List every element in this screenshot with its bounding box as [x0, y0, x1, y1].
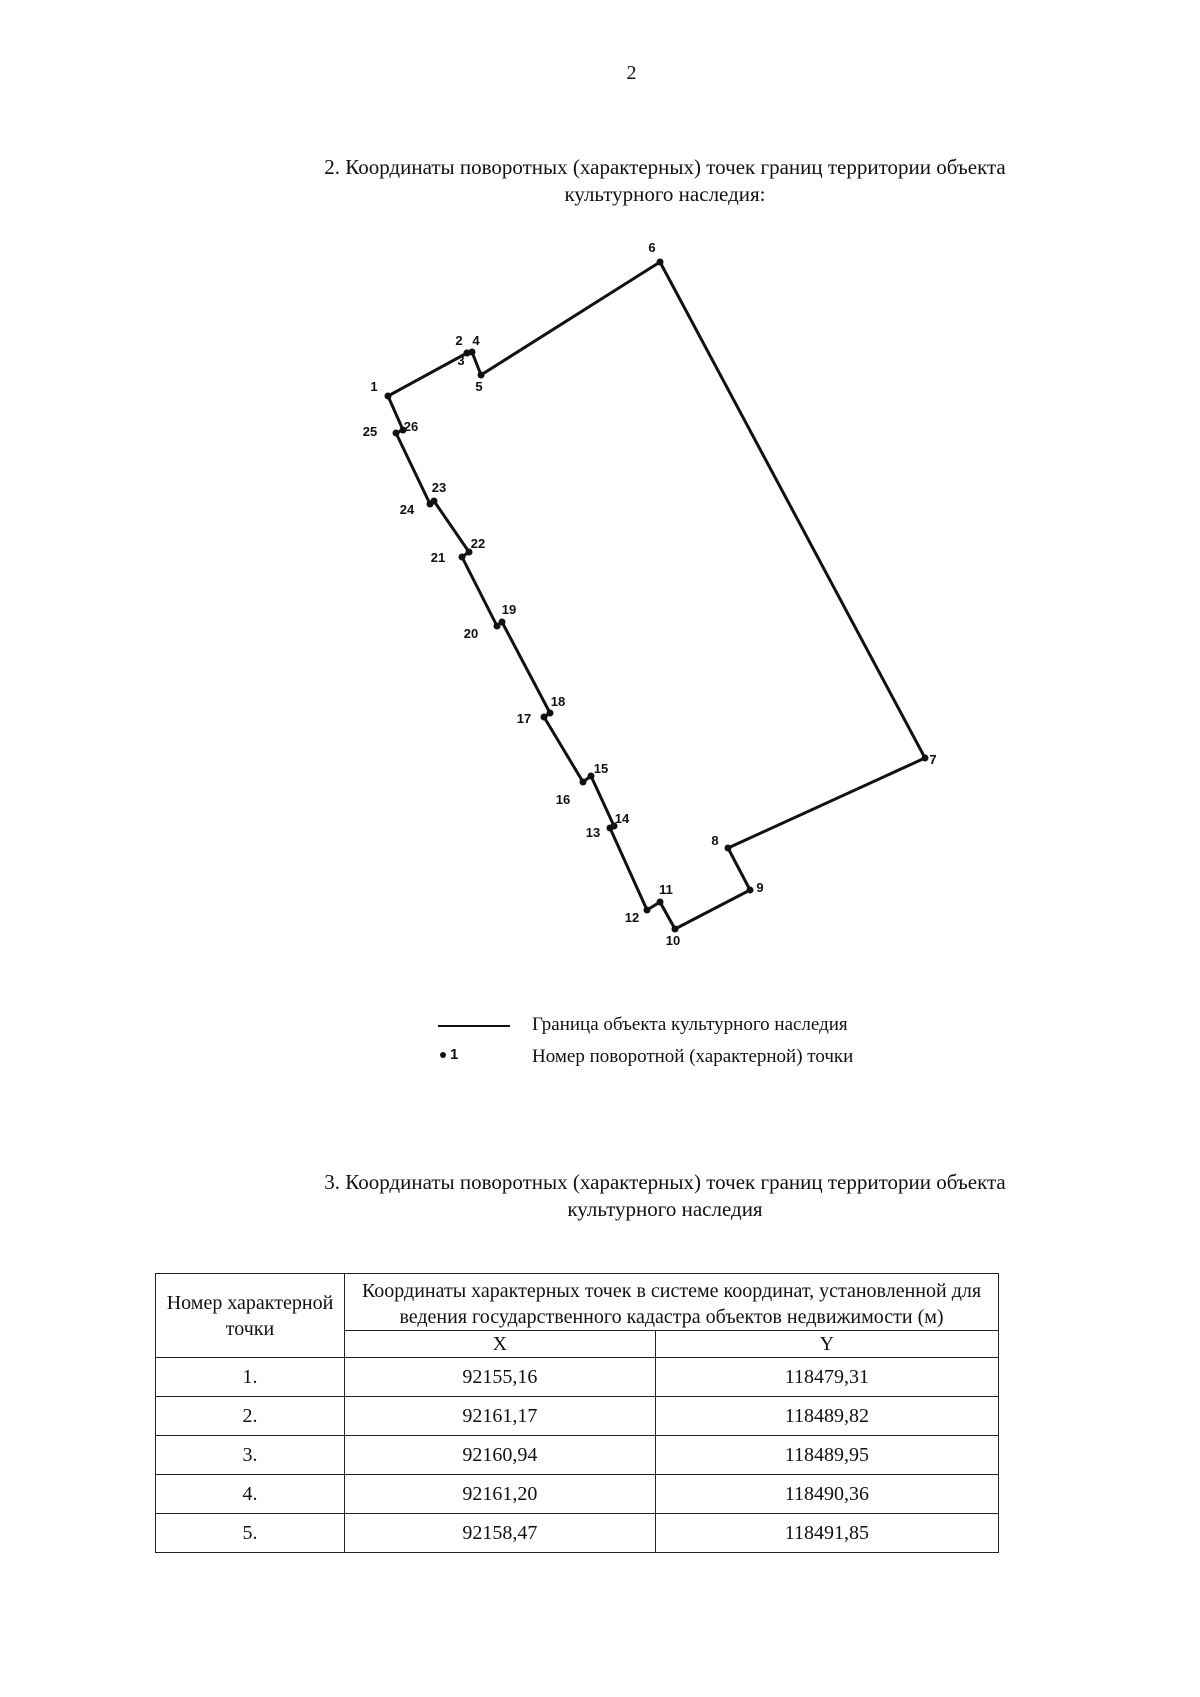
- diagram-legend: [430, 1010, 1030, 1074]
- cell-y: 118489,82: [655, 1397, 998, 1436]
- cell-number: 2.: [156, 1397, 345, 1436]
- header-y: Y: [655, 1331, 998, 1358]
- boundary-point-label: 22: [470, 536, 486, 551]
- legend-point-number: 1: [450, 1046, 459, 1063]
- legend-point-text: Номер поворотной (характерной) точки: [532, 1046, 854, 1067]
- section-2-heading-line-2: культурного наследия:: [564, 182, 766, 206]
- boundary-point-label: 26: [403, 419, 419, 434]
- section-3-heading-line-2: культурного наследия: [567, 1197, 763, 1221]
- boundary-point-marker: [393, 430, 400, 437]
- boundary-point-label: 14: [614, 811, 630, 826]
- boundary-points: [363, 240, 937, 948]
- boundary-point-marker: [494, 623, 501, 630]
- boundary-point-label: 13: [585, 825, 601, 840]
- section-3-heading: [240, 1169, 1090, 1223]
- legend-point-sample: [440, 1046, 458, 1063]
- section-3-heading-line-1: 3. Координаты поворотных (характерных) точек границ территории объекта: [324, 1170, 1006, 1194]
- boundary-point-label: 4: [472, 333, 480, 348]
- boundary-point-label: 19: [501, 602, 517, 617]
- boundary-polyline: [388, 262, 925, 929]
- boundary-point-label: 5: [475, 379, 483, 394]
- boundary-point-marker: [657, 899, 664, 906]
- cell-number: 3.: [156, 1436, 345, 1475]
- table-row: [156, 1358, 999, 1397]
- boundary-point-marker: [459, 554, 466, 561]
- boundary-point-label: 1: [370, 379, 378, 394]
- cell-x: 92160,94: [345, 1436, 656, 1475]
- section-2-heading-line-1: 2. Координаты поворотных (характерных) точек границ территории объекта: [324, 155, 1006, 179]
- cell-x: 92161,20: [345, 1475, 656, 1514]
- boundary-point-marker: [547, 710, 554, 717]
- table-row: [156, 1397, 999, 1436]
- legend-boundary-line: [438, 1025, 510, 1027]
- legend-boundary-row: [430, 1010, 1030, 1042]
- boundary-point-marker: [580, 779, 587, 786]
- boundary-point-marker: [644, 907, 651, 914]
- boundary-point-marker: [747, 887, 754, 894]
- boundary-point-label: 10: [665, 933, 681, 948]
- cell-y: 118491,85: [655, 1514, 998, 1553]
- cell-number: 4.: [156, 1475, 345, 1514]
- header-coordinate-system: Координаты характерных точек в системе координат, установленной для ведения государственного кадастра объектов недвижимости (м): [345, 1274, 999, 1331]
- boundary-point-label: 7: [929, 752, 937, 767]
- boundary-point-label: 3: [457, 353, 465, 368]
- boundary-point-marker: [725, 845, 732, 852]
- boundary-point-marker: [385, 393, 392, 400]
- boundary-point-label: 15: [593, 761, 609, 776]
- boundary-point-label: 21: [430, 550, 446, 565]
- legend-point-row: [430, 1042, 1030, 1074]
- cell-y: 118479,31: [655, 1358, 998, 1397]
- cell-x: 92161,17: [345, 1397, 656, 1436]
- table-row: [156, 1436, 999, 1475]
- boundary-point-marker: [478, 372, 485, 379]
- boundary-point-label: 17: [516, 711, 532, 726]
- header-x: X: [345, 1331, 656, 1358]
- boundary-point-label: 16: [555, 792, 571, 807]
- boundary-point-label: 9: [756, 880, 764, 895]
- boundary-point-label: 20: [463, 626, 479, 641]
- header-point-number: Номер характерной точки: [156, 1274, 345, 1358]
- boundary-point-marker: [922, 755, 929, 762]
- boundary-point-marker: [541, 714, 548, 721]
- table-header-row: [156, 1274, 999, 1331]
- boundary-point-marker: [672, 926, 679, 933]
- boundary-point-marker: [469, 349, 476, 356]
- legend-point-dot: [440, 1052, 446, 1058]
- cell-y: 118489,95: [655, 1436, 998, 1475]
- cell-x: 92155,16: [345, 1358, 656, 1397]
- boundary-point-label: 23: [431, 480, 447, 495]
- boundary-point-label: 18: [550, 694, 566, 709]
- cell-number: 5.: [156, 1514, 345, 1553]
- cell-y: 118490,36: [655, 1475, 998, 1514]
- page-number: 2: [626, 62, 637, 84]
- legend-boundary-text: Граница объекта культурного наследия: [532, 1014, 848, 1035]
- coordinates-table: [155, 1273, 999, 1553]
- boundary-point-label: 6: [648, 240, 656, 255]
- boundary-point-label: 24: [399, 502, 415, 517]
- boundary-point-marker: [427, 501, 434, 508]
- boundary-point-label: 25: [362, 424, 378, 439]
- table-row: [156, 1475, 999, 1514]
- boundary-point-label: 2: [455, 333, 463, 348]
- boundary-point-label: 12: [624, 910, 640, 925]
- table-row: [156, 1514, 999, 1553]
- boundary-point-label: 8: [711, 833, 719, 848]
- cell-x: 92158,47: [345, 1514, 656, 1553]
- boundary-point-label: 11: [659, 882, 673, 897]
- cell-number: 1.: [156, 1358, 345, 1397]
- boundary-point-marker: [657, 259, 664, 266]
